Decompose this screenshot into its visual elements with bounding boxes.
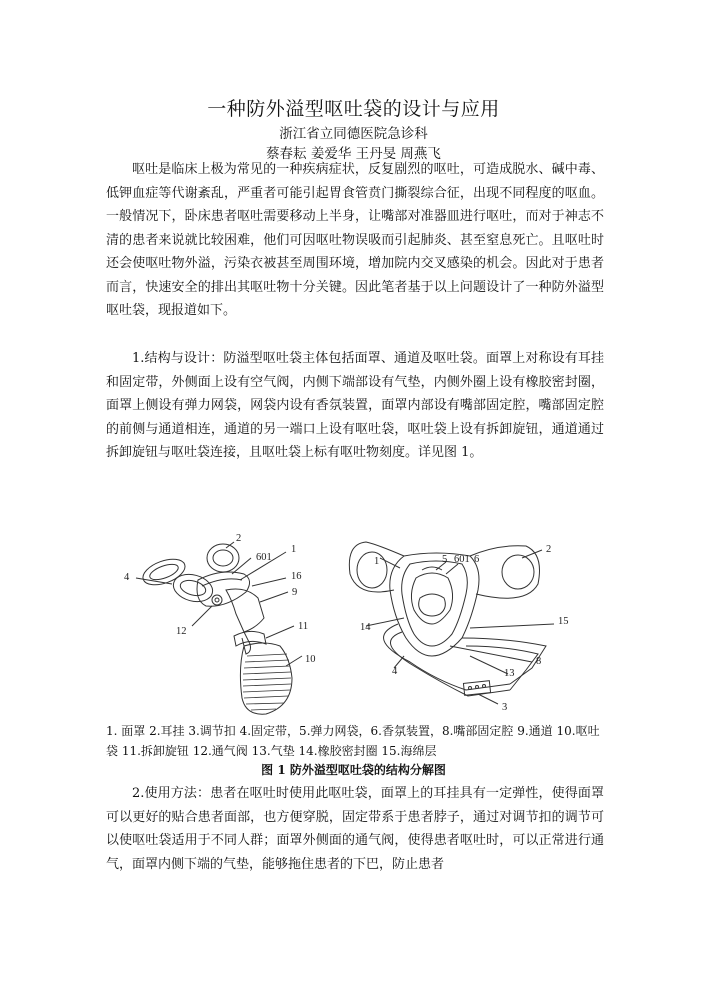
part-label: 4 — [392, 666, 398, 677]
author-list: 蔡春耘 姜爱华 王丹旻 周燕飞 — [266, 146, 441, 162]
part-label: 2 — [236, 533, 242, 544]
part-label: 13 — [504, 668, 515, 679]
part-label: 3 — [502, 702, 508, 713]
affiliation: 浙江省立同德医院急诊科 — [279, 126, 428, 142]
part-label: 1 — [291, 544, 297, 555]
part-label: 10 — [305, 654, 316, 665]
part-label: 8 — [536, 656, 542, 667]
figure-drawing — [106, 528, 604, 723]
part-label: 15 — [558, 616, 569, 627]
left-figure-labels — [124, 533, 316, 665]
part-label: 6 — [474, 554, 480, 565]
paper-title: 一种防外溢型呕吐袋的设计与应用 — [207, 98, 500, 120]
figure-1 — [106, 528, 604, 723]
right-front-view — [349, 542, 554, 704]
figure-legend: 1. 面罩 2.耳挂 3.调节扣 4.固定带，5.弹力网袋，6.香氛装置，8.嘴部固定腔 9.通道 10.呕吐袋 11.拆卸旋钮 12.通气阀 13.气垫 14.橡胶密封圈 15.海绵层 — [106, 724, 600, 758]
part-label: 11 — [298, 621, 309, 632]
part-label: 2 — [546, 544, 552, 555]
structure-paragraph — [106, 347, 604, 465]
part-label: 16 — [291, 571, 302, 582]
part-label: 601 — [256, 552, 272, 563]
paragraph-text: 呕吐是临床上极为常见的一种疾病症状，反复剧烈的呕吐，可造成脱水、碱中毒、低钾血症等代谢紊乱，严重者可能引起胃食管贲门撕裂综合征，出现不同程度的呕血。一般情况下，卧床患者呕吐需要移动上半身，让嘴部对准器皿进行呕吐，而对于神志不清的患者来说就比较困难，他们可因呕吐物误吸而引起肺炎、甚至窒息死亡。且呕吐时还会使呕吐物外溢，污染衣被甚至周围环境，增加院内交叉感染的机会。因此对于患者而言，快速安全的排出其呕吐物十分关键。因此笔者基于以上问题设计了一种防外溢型呕吐袋，现报道如下。 — [106, 162, 604, 318]
intro-paragraph — [106, 158, 604, 323]
usage-paragraph — [106, 782, 604, 876]
part-label: 1 — [374, 556, 380, 567]
part-label: 601 — [454, 554, 470, 565]
left-exploded-view — [136, 542, 302, 714]
figure-caption: 图 1 防外溢型呕吐袋的结构分解图 — [261, 763, 446, 777]
part-label: 5 — [442, 554, 448, 565]
paragraph-text: 1.结构与设计：防溢型呕吐袋主体包括面罩、通道及呕吐袋。面罩上对称设有耳挂和固定带，外侧面上设有空气阀，内侧下端部设有气垫，内侧外圈上设有橡胶密封圈，面罩上侧设有弹力网袋，网袋内设有香氛装置，面罩内部设有嘴部固定腔，嘴部固定腔的前侧与通道相连，通道的另一端口上设有呕吐袋，呕吐袋上设有拆卸旋钮，通道通过拆卸旋钮与呕吐袋连接，且呕吐袋上标有呕吐物刻度。详见图 1。 — [106, 351, 604, 460]
part-label: 14 — [360, 622, 371, 633]
part-label: 9 — [292, 587, 298, 598]
paragraph-text: 2.使用方法：患者在呕吐时使用此呕吐袋，面罩上的耳挂具有一定弹性，使得面罩可以更好的贴合患者面部，也方便穿脱，固定带系于患者脖子，通过对调节扣的调节可以使呕吐袋适用于不同人群；面罩外侧面的通气阀，使得患者呕吐时，可以正常进行通气，面罩内侧下端的气垫，能够拖住患者的下巴，防止患者 — [106, 786, 604, 872]
part-label: 4 — [124, 572, 130, 583]
part-label: 12 — [176, 626, 187, 637]
